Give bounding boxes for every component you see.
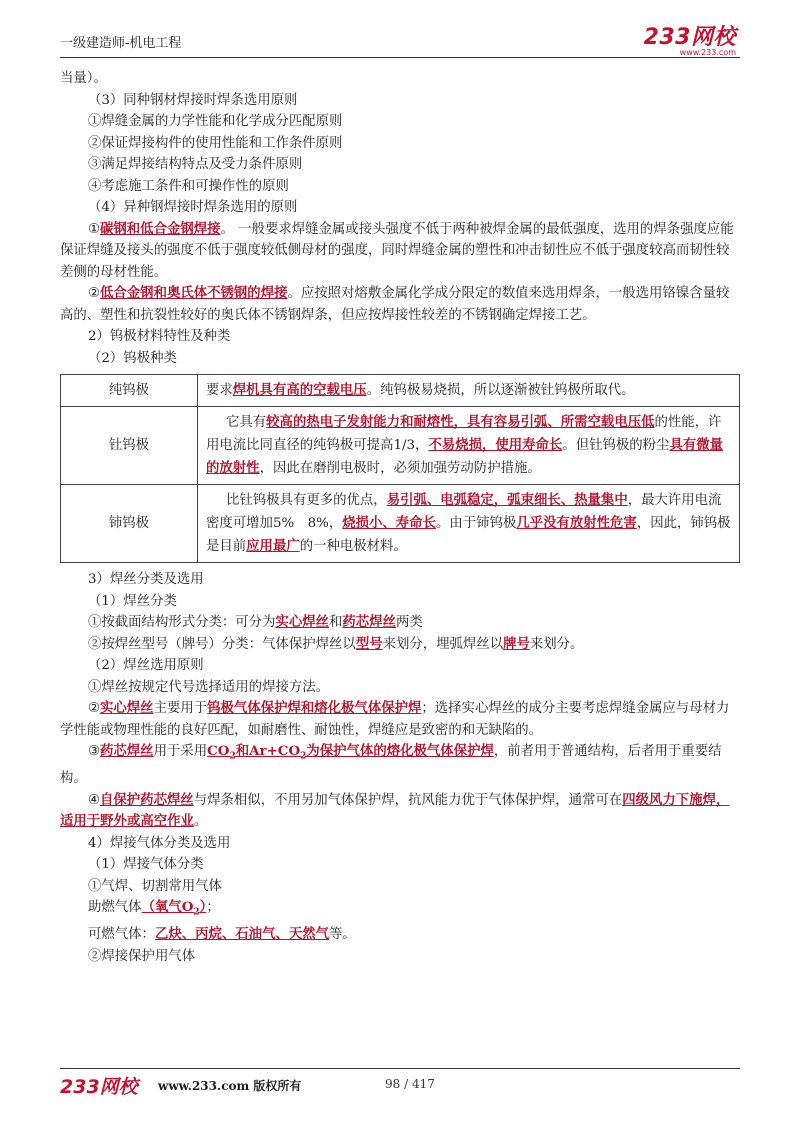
highlight-text: 碳钢和低合金钢焊接 [100, 220, 221, 237]
text: 为保护气体的熔化极气体保护焊 [306, 743, 494, 759]
text: 来划分，埋弧焊丝以 [382, 636, 504, 652]
highlight-text: 药芯焊丝 [342, 614, 396, 630]
text: CO [207, 743, 230, 759]
subscript: 2 [300, 751, 307, 762]
list-item: ②保证焊接构件的使用性能和工作条件原则 [88, 135, 343, 151]
list-item: ①气焊、切割常用气体 [88, 878, 222, 894]
section-heading: 3）焊丝分类及选用 [88, 572, 204, 587]
text: ①按截面结构形式分类：可分为 [88, 615, 276, 630]
paragraph [60, 283, 740, 326]
highlight-text: 烧损小、寿命长 [342, 515, 436, 531]
text: 可燃气体： [88, 927, 155, 943]
text: ，前者用于普通结构，后者用于重要结构。 [60, 744, 722, 787]
text: ；选择实心焊丝的成分主要考虑焊缝金属应与母材力学性能或物理性能的良好匹配，如耐磨性、耐蚀性，焊缝应是致密的和无缺陷的。 [60, 701, 730, 738]
section-heading: （1）焊丝分类 [88, 593, 177, 609]
highlight-text: 实心焊丝 [100, 700, 154, 716]
highlight-text: 四级风力下施焊，适用于野外或高空作业 [60, 791, 730, 830]
table-row [61, 485, 740, 563]
highlight-text: 钨极气体保护焊和熔化极气体保护焊 [207, 700, 422, 716]
document-body [60, 68, 740, 967]
highlight-text: 牌号 [503, 635, 530, 652]
footer-divider [60, 1068, 740, 1069]
paragraph: 当量）。 [60, 71, 107, 86]
section-heading: （4）异种钢焊接时焊条选用的原则 [88, 200, 298, 215]
text: 要求 [206, 383, 233, 398]
paragraph [60, 790, 740, 833]
text: 主要用于 [153, 701, 208, 716]
section-heading: 4）焊接气体分类及选用 [88, 835, 231, 851]
highlight-text: 低合金钢和奥氏体不锈钢的焊接 [100, 285, 288, 301]
highlight-text: 易引弧、电弧稳定，弧束细长、热量集中 [386, 492, 628, 508]
table-cell-name: 纯钨极 [61, 375, 198, 407]
text: 它具有 [226, 415, 267, 430]
list-item [60, 634, 740, 656]
table-row [61, 407, 740, 485]
text: ，最大许用电流密度可增加5% 8%， [206, 493, 722, 531]
table-cell-desc [198, 375, 740, 407]
section-heading: （2）焊丝选用原则 [88, 658, 204, 673]
text: 。纯钨极易烧损，所以逐渐被钍钨极所取代。 [366, 383, 635, 398]
list-item: ②焊接保护用气体 [88, 948, 196, 964]
subscript: 2 [229, 751, 236, 762]
text: 的性能，许用电流比同直径的纯钨极可提高1/3， [206, 415, 722, 453]
text: 。但钍钨极的粉尘 [562, 438, 670, 453]
footer-site: www.233.com 版权所有 [158, 1079, 302, 1093]
text: 等。 [329, 927, 356, 943]
header-title: 一级建造师-机电工程 [60, 36, 182, 51]
page-footer [60, 1072, 740, 1096]
text: ，因此在磨削电极时，必须加强劳动防护措施。 [259, 461, 541, 476]
paragraph [60, 741, 740, 790]
text: 。由于铈钨极 [435, 516, 517, 531]
paragraph [60, 698, 740, 741]
list-item: ③满足焊接结构特点及受力条件原则 [88, 157, 303, 172]
subscript: 2 [193, 907, 200, 918]
text: ） [199, 899, 207, 916]
text: ③ [88, 744, 101, 759]
list-item [60, 924, 740, 946]
highlight-text: 几乎没有放射性危害 [516, 515, 637, 531]
text: 和Ar+CO [235, 743, 301, 759]
table-row [61, 375, 740, 407]
brand-logo-text: 233网校 [643, 25, 736, 50]
table-cell-desc [198, 407, 740, 485]
text: 和 [329, 615, 343, 630]
text: 。 一般要求焊缝金属或接头强度不低于两种被焊金属的最低强度，选用的焊条强度应能保证焊缝及接头的强度不低于强度较低侧母材的强度，同时焊缝金属的塑性和冲击韧性应不低于强度较高而韧性较差侧的母材性能。 [60, 221, 734, 280]
list-item: ①焊缝金属的力学性能和化学成分匹配原则 [88, 114, 343, 129]
section-heading: （2）钨极种类 [88, 350, 177, 366]
brand-logo-url: www.233.com [679, 48, 736, 57]
text: 。 [193, 814, 208, 830]
text: ②按焊丝型号（牌号）分类：气体保护焊丝以 [88, 636, 356, 652]
text: 。应按照对熔敷金属化学成分限定的数值来选用焊条，一般选用铬镍含量较高的、塑性和抗裂性较好的奥氏体不锈钢焊条，但应按焊接性较差的不锈钢确定焊接工艺。 [60, 286, 730, 323]
text: 与焊条相似，不用另加气体保护焊，抗风能力优于气体保护焊，通常可在 [193, 792, 623, 808]
list-item: ①焊丝按规定代号选择适用的焊接方法。 [88, 679, 330, 695]
highlight-text [207, 743, 494, 762]
text: 两类 [395, 615, 423, 630]
list-item [60, 612, 740, 634]
text: ； [206, 900, 220, 916]
highlight-text: 自保护药芯焊丝 [100, 791, 194, 808]
tungsten-table [60, 374, 740, 563]
table-cell-name: 钍钨极 [61, 407, 198, 485]
text: ② [88, 286, 101, 301]
highlight-text: 乙炔、丙烷、石油气、天然气 [154, 926, 330, 943]
text: 助燃气体 [88, 900, 142, 916]
section-heading: 2）钨极材料特性及种类 [88, 329, 231, 344]
text: 来划分。 [529, 636, 584, 652]
page-number: 98 / 417 [385, 1077, 435, 1091]
text: ，因此，铈钨极是目前 [206, 516, 731, 554]
section-heading: （3）同种钢材焊接时焊条选用原则 [88, 92, 298, 108]
highlight-text: 型号 [355, 635, 383, 652]
highlight-text: 焊机具有高的空载电压 [232, 382, 367, 398]
paragraph [60, 219, 740, 284]
highlight-text: 应用最广 [246, 538, 300, 554]
text: 的一种电极材料。 [299, 539, 407, 554]
highlight-text: 实心焊丝 [275, 614, 330, 630]
footer-logo: 233网校 [60, 1076, 138, 1098]
header-divider [60, 57, 740, 58]
table-cell-desc [198, 485, 740, 563]
text: （氧气O [141, 899, 194, 916]
highlight-text: 药芯焊丝 [100, 743, 154, 759]
text: ① [88, 221, 101, 237]
highlight-text: 不易烧损，使用寿命长 [428, 437, 563, 453]
text: 用于采用 [153, 744, 208, 759]
text: ② [88, 701, 101, 716]
highlight-text [141, 899, 207, 918]
section-heading: （1）焊接气体分类 [88, 857, 204, 873]
table-cell-name: 铈钨极 [61, 485, 198, 563]
text: 比钍钨极具有更多的优点， [226, 493, 387, 508]
list-item: ④考虑施工条件和可操作性的原则 [88, 178, 289, 194]
brand-logo [644, 20, 736, 57]
page-header [60, 18, 740, 58]
list-item [60, 897, 740, 924]
highlight-text: 较高的热电子发射能力和耐熔性，具有容易引弧、所需空载电压低 [266, 414, 655, 430]
highlight-text: 具有微量的放射性 [206, 437, 724, 476]
text: ④ [88, 792, 101, 808]
